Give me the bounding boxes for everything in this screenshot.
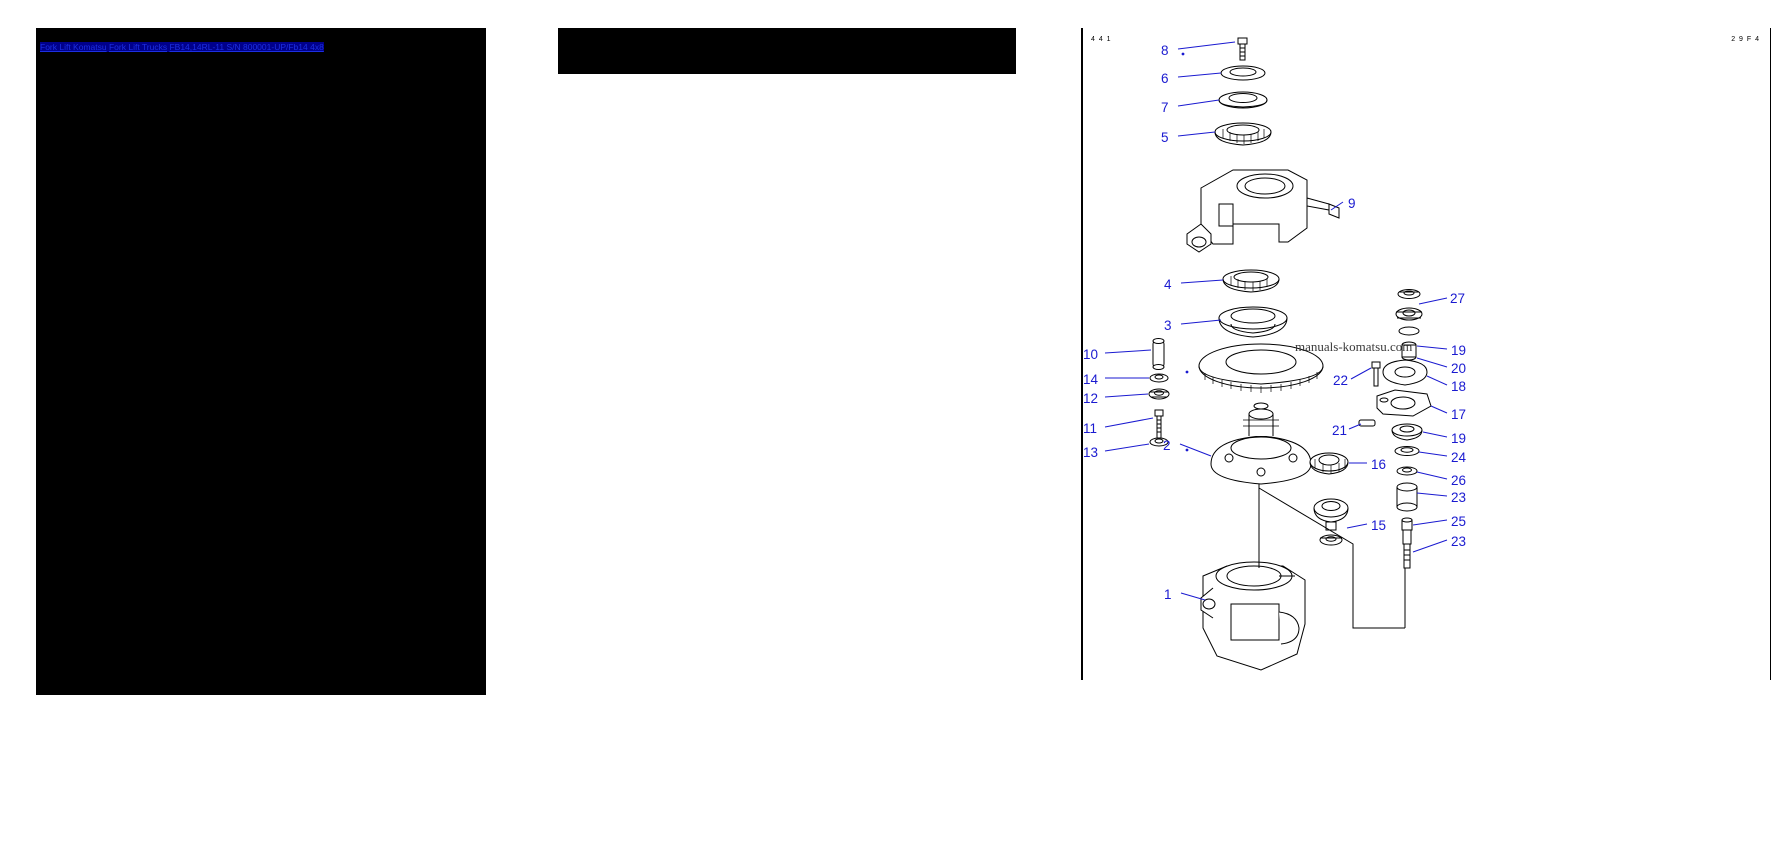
drawing-corner-label-right: 2 9 F 4 [1731,36,1760,43]
breadcrumb-link-1[interactable]: Fork Lift Komatsu [40,42,107,52]
callout-7: 7 [1161,100,1169,115]
callout-10: 10 [1083,347,1099,362]
parts-drawing-pane [1081,28,1771,680]
callout-12: 12 [1083,391,1099,406]
callout-9: 9 [1348,196,1356,211]
callout-3: 3 [1164,318,1172,333]
callout-23b: 23 [1451,534,1467,549]
callout-14: 14 [1083,372,1099,387]
exploded-parts-illustration [1083,28,1773,680]
callout-19b: 19 [1451,431,1467,446]
callout-18: 18 [1451,379,1467,394]
callout-1: 1 [1164,587,1172,602]
callout-5: 5 [1161,130,1169,145]
callout-16: 16 [1371,457,1387,472]
callout-21: 21 [1332,423,1348,438]
breadcrumb-link-2[interactable]: Fork Lift Trucks [108,42,168,52]
callout-2: 2 [1163,438,1171,453]
callout-17: 17 [1451,407,1467,422]
breadcrumb-link-3[interactable]: FB14,14RL-11 S/N 800001-UP/Fb14 4x8 [169,42,324,52]
callout-6: 6 [1161,71,1169,86]
callout-15: 15 [1371,518,1387,533]
drawing-corner-label-left: 4 4 1 [1091,36,1112,43]
callout-20: 20 [1451,361,1467,376]
left-content-panel [36,28,486,695]
callout-22: 22 [1333,373,1349,388]
callout-24: 24 [1451,450,1467,465]
callout-23a: 23 [1451,490,1467,505]
callout-27: 27 [1450,291,1466,306]
callout-19a: 19 [1451,343,1467,358]
breadcrumb [40,42,324,53]
callout-25: 25 [1451,514,1467,529]
watermark-text: manuals-komatsu.com [1295,339,1413,354]
callout-13: 13 [1083,445,1099,460]
callout-11: 11 [1083,421,1098,436]
callout-26: 26 [1451,473,1467,488]
callout-8: 8 [1161,43,1169,58]
callout-4: 4 [1164,277,1172,292]
secondary-content-panel [558,28,1016,74]
